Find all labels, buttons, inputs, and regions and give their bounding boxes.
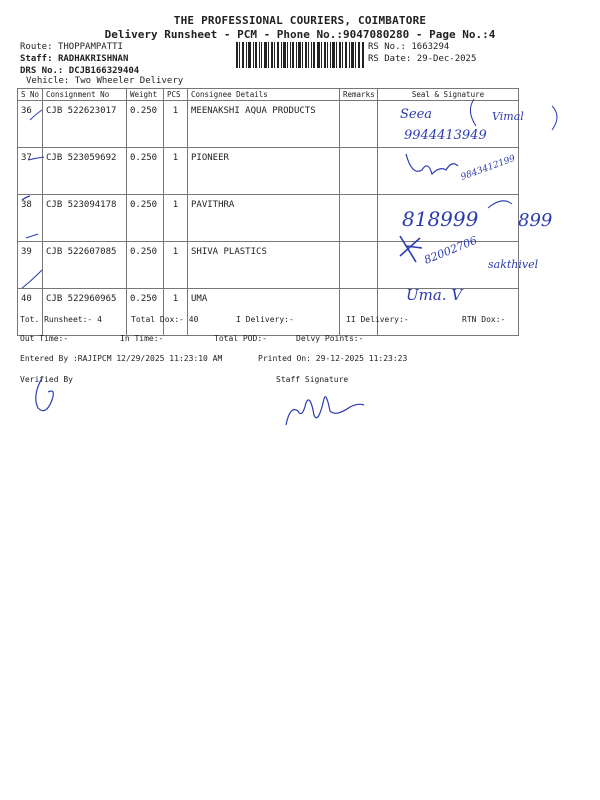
tick-marks-handwriting [12, 100, 52, 300]
total-pod: Total POD:- [214, 334, 267, 343]
cell-pcs: 1 [164, 101, 188, 148]
cell-pcs: 1 [164, 242, 188, 289]
col-consignee-header: Consignee Details [188, 89, 340, 101]
out-time: Out Time:- [20, 334, 69, 343]
staff-signature-label: Staff Signature [276, 375, 349, 384]
rs-date-label: RS Date: [368, 54, 412, 64]
hw-row36-b: Vimal [492, 110, 524, 123]
cell-consignment: CJB 522623017 [43, 101, 127, 148]
cell-weight: 0.250 [127, 195, 164, 242]
cell-pcs: 1 [164, 148, 188, 195]
drs-label: DRS No.: [20, 66, 64, 76]
barcode-image [236, 42, 364, 68]
drs-line [20, 66, 139, 76]
col-weight-header: Weight [127, 89, 164, 101]
verified-by-label: Verified By [20, 375, 73, 384]
cell-sno: 38 [18, 195, 43, 242]
hw-row36-c: 9944413949 [404, 128, 487, 143]
rs-no-value: 1663294 [411, 42, 450, 52]
total-dox: Total Dox:- 40 [131, 315, 199, 324]
cell-consignment: CJB 523094178 [43, 195, 127, 242]
route-label: Route: [20, 42, 53, 52]
col-signature-header: Seal & Signature [378, 89, 519, 101]
cell-weight: 0.250 [127, 148, 164, 195]
col-pcs-header: PCS [164, 89, 188, 101]
cell-weight: 0.250 [127, 289, 164, 336]
cell-remarks [340, 148, 378, 195]
vehicle-line [26, 76, 183, 86]
col-remarks-header: Remarks [340, 89, 378, 101]
in-time: In Time:- [120, 334, 164, 343]
cell-consignee: SHIVA PLASTICS [188, 242, 340, 289]
handwritten-signatures [392, 96, 572, 306]
route-value: THOPPAMPATTI [57, 42, 123, 52]
cell-pcs: 1 [164, 195, 188, 242]
entered-by: Entered By :RAJIPCM 12/29/2025 11:23:10 AM [20, 354, 223, 363]
cell-weight: 0.250 [127, 101, 164, 148]
cell-consignee: MEENAKSHI AQUA PRODUCTS [188, 101, 340, 148]
rs-no-line [368, 42, 449, 52]
staff-signature-mark [280, 385, 370, 435]
hw-row40-a: Uma. V [406, 286, 463, 304]
runsheet-subtitle: Delivery Runsheet - PCM - Phone No.:9047080280 - Page No.:4 [104, 28, 496, 41]
staff-line [20, 54, 128, 64]
rs-no-label: RS No.: [368, 42, 406, 52]
cell-remarks [340, 289, 378, 336]
rtn-dox: RTN Dox:- [462, 315, 506, 324]
hw-row39-b: sakthivel [488, 258, 539, 271]
hw-row36-a: Seea [400, 107, 433, 122]
cell-weight: 0.250 [127, 242, 164, 289]
cell-remarks [340, 242, 378, 289]
hw-row38-b: 899 [518, 210, 553, 231]
cell-consignee: PIONEER [188, 148, 340, 195]
drs-value: DCJB166329404 [68, 66, 140, 76]
i-delivery: I Delivery:- [236, 315, 294, 324]
hw-row37-a: 9843412199 [459, 153, 517, 183]
printed-on: Printed On: 29-12-2025 11:23:23 [258, 354, 408, 363]
vehicle-value: Two Wheeler Delivery [74, 76, 184, 86]
col-sno-header: S No [18, 89, 43, 101]
verified-signature [28, 376, 68, 416]
cell-consignment: CJB 522960965 [43, 289, 127, 336]
hw-row38-a: 818999 [402, 207, 479, 231]
cell-remarks [340, 195, 378, 242]
col-consignment-header: Consignment No [43, 89, 127, 101]
cell-pcs: 1 [164, 289, 188, 336]
cell-sno: 37 [18, 148, 43, 195]
staff-label: Staff: [20, 54, 53, 64]
route-line [20, 42, 123, 52]
cell-sno: 40 [18, 289, 43, 336]
company-title: THE PROFESSIONAL COURIERS, COIMBATORE [173, 14, 427, 27]
cell-consignee: PAVITHRA [188, 195, 340, 242]
cell-remarks [340, 101, 378, 148]
delivery-points: Delvy Points:- [296, 334, 364, 343]
total-runsheet: Tot. Runsheet:- 4 [20, 315, 102, 324]
rs-date-value: 29-Dec-2025 [416, 54, 477, 64]
cell-sno: 36 [18, 101, 43, 148]
rs-date-line [368, 54, 476, 64]
ii-delivery: II Delivery:- [346, 315, 409, 324]
cell-sno: 39 [18, 242, 43, 289]
vehicle-label: Vehicle: [26, 76, 70, 86]
hw-row39-a: 82002706 [422, 233, 480, 267]
staff-value: RADHAKRISHNAN [57, 54, 129, 64]
cell-consignee: UMA [188, 289, 340, 336]
cell-consignment: CJB 523059692 [43, 148, 127, 195]
cell-consignment: CJB 522607085 [43, 242, 127, 289]
